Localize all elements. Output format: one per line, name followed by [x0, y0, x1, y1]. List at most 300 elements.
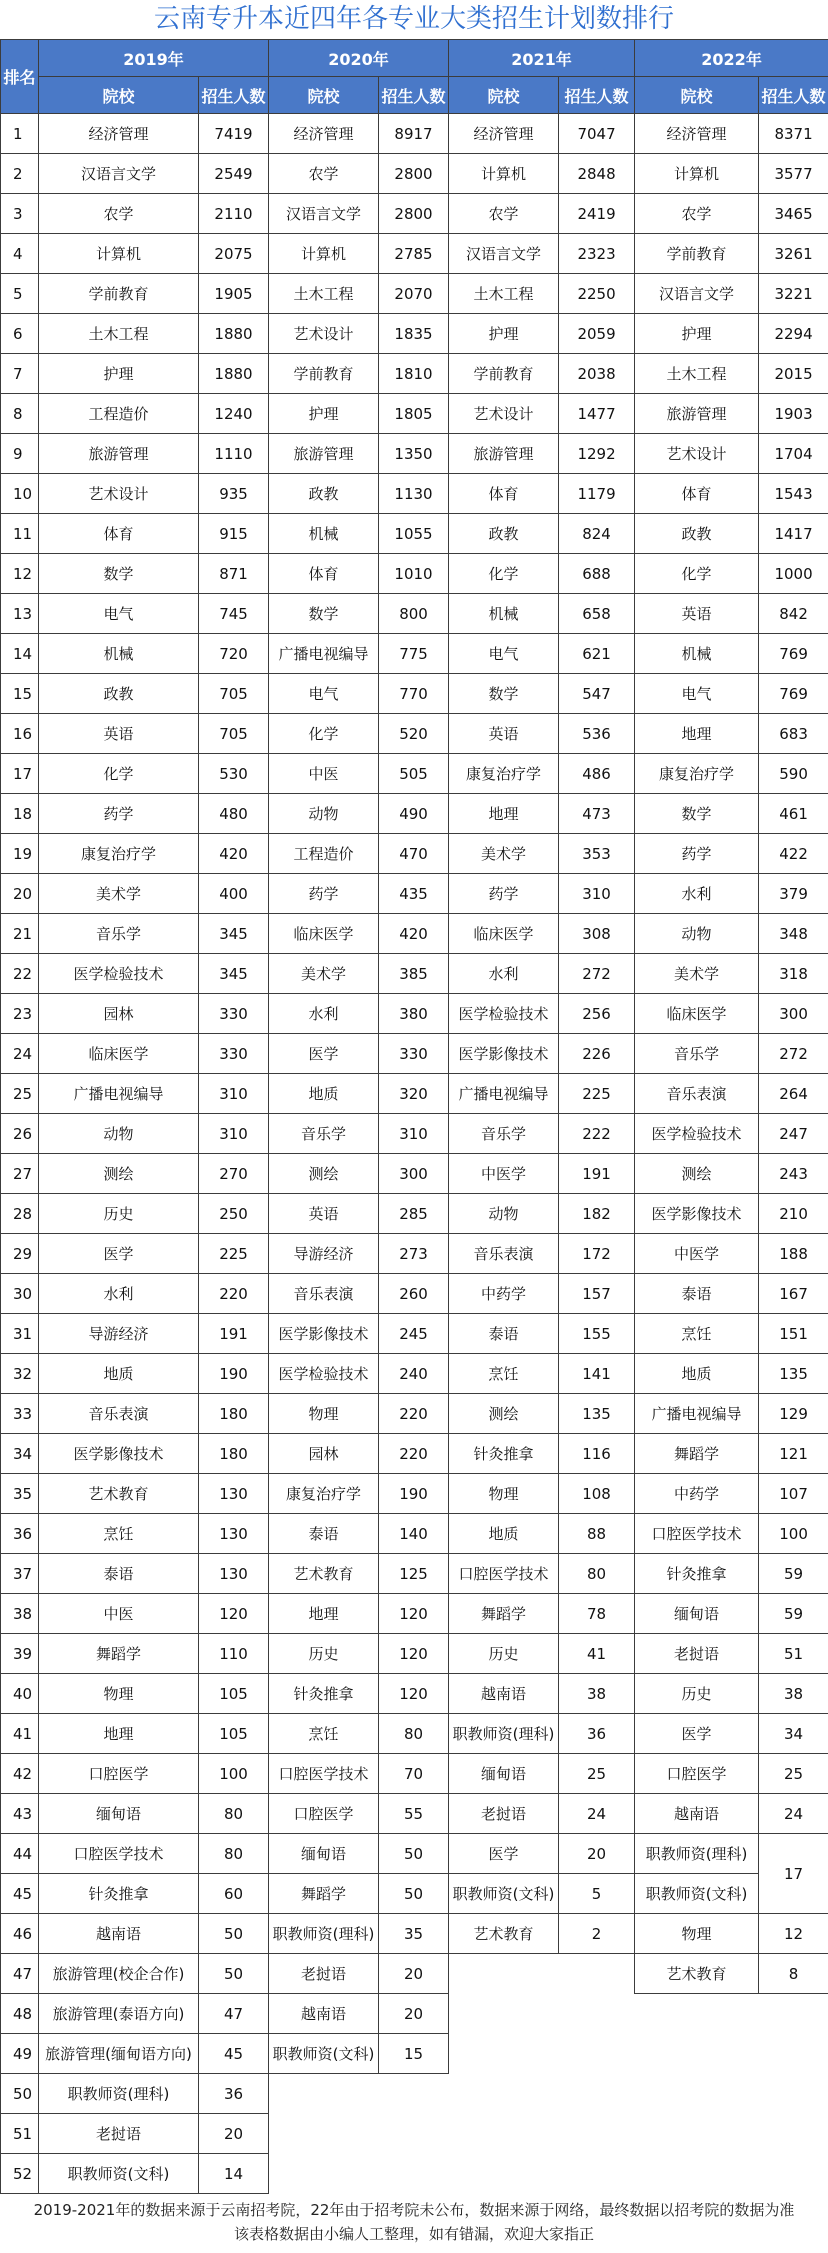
- school-2021: 数学: [449, 674, 559, 714]
- school-2021: 艺术设计: [449, 394, 559, 434]
- count-2019: 105: [199, 1714, 269, 1754]
- school-2022: 口腔医学: [635, 1754, 759, 1794]
- count-2020: 120: [379, 1594, 449, 1634]
- school-2021: [449, 2074, 559, 2114]
- school-2020: 化学: [269, 714, 379, 754]
- count-2022: 300: [759, 994, 828, 1034]
- rank-cell: 35: [1, 1474, 39, 1514]
- rank-cell: 20: [1, 874, 39, 914]
- table-row: [1, 114, 828, 154]
- count-2022: 842: [759, 594, 828, 634]
- rank-cell: 33: [1, 1394, 39, 1434]
- rank-cell: 37: [1, 1554, 39, 1594]
- school-2021: 土木工程: [449, 274, 559, 314]
- school-2021: 口腔医学技术: [449, 1554, 559, 1594]
- school-2022: 医学影像技术: [635, 1194, 759, 1234]
- school-2020: 康复治疗学: [269, 1474, 379, 1514]
- count-2021: [559, 1994, 635, 2034]
- count-2020: 330: [379, 1034, 449, 1074]
- rank-cell: 22: [1, 954, 39, 994]
- count-2021: 536: [559, 714, 635, 754]
- count-2020: 435: [379, 874, 449, 914]
- school-2019: 旅游管理(泰语方向): [39, 1994, 199, 2034]
- count-2019: 871: [199, 554, 269, 594]
- count-2020: 8917: [379, 114, 449, 154]
- count-2022: [759, 2154, 828, 2194]
- count-2020: 770: [379, 674, 449, 714]
- count-2022: [759, 2114, 828, 2154]
- count-2022: 210: [759, 1194, 828, 1234]
- count-2021: [559, 2154, 635, 2194]
- school-2020: 缅甸语: [269, 1834, 379, 1874]
- school-2020: 地质: [269, 1074, 379, 1114]
- school-2019: 针灸推拿: [39, 1874, 199, 1914]
- table-row: [1, 1434, 828, 1474]
- rank-cell: 27: [1, 1154, 39, 1194]
- rank-cell: 23: [1, 994, 39, 1034]
- school-2020: [269, 2074, 379, 2114]
- school-2021: 泰语: [449, 1314, 559, 1354]
- school-2020: 医学影像技术: [269, 1314, 379, 1354]
- school-2021: 职教师资(理科): [449, 1714, 559, 1754]
- count-2019: 100: [199, 1754, 269, 1794]
- school-2022: 职教师资(理科): [635, 1834, 759, 1874]
- school-2020: 电气: [269, 674, 379, 714]
- school-2022: 经济管理: [635, 114, 759, 154]
- table-row: [1, 314, 828, 354]
- school-2020: 越南语: [269, 1994, 379, 2034]
- school-2022: 地理: [635, 714, 759, 754]
- count-2022: 8371: [759, 114, 828, 154]
- rank-cell: 26: [1, 1114, 39, 1154]
- school-2022: 学前教育: [635, 234, 759, 274]
- school-2019: 医学影像技术: [39, 1434, 199, 1474]
- count-header: 招生人数: [559, 77, 635, 114]
- school-2019: 工程造价: [39, 394, 199, 434]
- rank-cell: 16: [1, 714, 39, 754]
- table-row: [1, 754, 828, 794]
- count-2020: 285: [379, 1194, 449, 1234]
- table-row: [1, 1354, 828, 1394]
- count-2020: 80: [379, 1714, 449, 1754]
- table-row: [1, 994, 828, 1034]
- count-2022: 243: [759, 1154, 828, 1194]
- rank-cell: 19: [1, 834, 39, 874]
- count-2021: 2: [559, 1914, 635, 1954]
- count-2022: 3261: [759, 234, 828, 274]
- school-2021: 缅甸语: [449, 1754, 559, 1794]
- count-2020: 50: [379, 1874, 449, 1914]
- school-2022: 职教师资(文科): [635, 1874, 759, 1914]
- table-row: [1, 1874, 828, 1914]
- rank-cell: 36: [1, 1514, 39, 1554]
- school-2019: 数学: [39, 554, 199, 594]
- rank-cell: 48: [1, 1994, 39, 2034]
- count-2019: 180: [199, 1434, 269, 1474]
- school-2021: 临床医学: [449, 914, 559, 954]
- count-2022: [759, 1994, 828, 2034]
- count-2020: 775: [379, 634, 449, 674]
- school-2019: 医学检验技术: [39, 954, 199, 994]
- school-2021: 药学: [449, 874, 559, 914]
- count-2019: 330: [199, 1034, 269, 1074]
- table-row: [1, 1474, 828, 1514]
- school-2021: 测绘: [449, 1394, 559, 1434]
- school-2021: [449, 1994, 559, 2034]
- school-header: 院校: [39, 77, 199, 114]
- school-2019: 地理: [39, 1714, 199, 1754]
- school-2022: 地质: [635, 1354, 759, 1394]
- count-2021: 824: [559, 514, 635, 554]
- count-2022: 59: [759, 1594, 828, 1634]
- count-2021: 1179: [559, 474, 635, 514]
- count-2019: 270: [199, 1154, 269, 1194]
- count-2019: 1905: [199, 274, 269, 314]
- count-2021: 172: [559, 1234, 635, 1274]
- count-2022: 121: [759, 1434, 828, 1474]
- count-2019: 80: [199, 1794, 269, 1834]
- rank-cell: 40: [1, 1674, 39, 1714]
- school-2022: 英语: [635, 594, 759, 634]
- school-2020: [269, 2154, 379, 2194]
- school-2021: 烹饪: [449, 1354, 559, 1394]
- count-2020: 800: [379, 594, 449, 634]
- footnote-line-1: 2019-2021年的数据来源于云南招考院，22年由于招考院未公布，数据来源于网络，最终数据以招考院的数据为准: [33, 2201, 795, 2219]
- school-2019: 美术学: [39, 874, 199, 914]
- school-2022: 音乐表演: [635, 1074, 759, 1114]
- count-2021: 41: [559, 1634, 635, 1674]
- school-2022: 土木工程: [635, 354, 759, 394]
- count-2020: 273: [379, 1234, 449, 1274]
- school-2022: 机械: [635, 634, 759, 674]
- school-2022: 计算机: [635, 154, 759, 194]
- table-row: [1, 1394, 828, 1434]
- count-2019: 50: [199, 1954, 269, 1994]
- table-row: [1, 634, 828, 674]
- school-2019: 口腔医学: [39, 1754, 199, 1794]
- count-2021: 353: [559, 834, 635, 874]
- school-2020: 水利: [269, 994, 379, 1034]
- table-body: [1, 114, 828, 2194]
- school-2022: 泰语: [635, 1274, 759, 1314]
- rank-cell: 10: [1, 474, 39, 514]
- count-2020: 20: [379, 1954, 449, 1994]
- count-2019: 915: [199, 514, 269, 554]
- school-header: 院校: [449, 77, 559, 114]
- school-2020: 音乐表演: [269, 1274, 379, 1314]
- school-2021: [449, 2154, 559, 2194]
- count-2021: 658: [559, 594, 635, 634]
- rank-cell: 4: [1, 234, 39, 274]
- school-2019: 学前教育: [39, 274, 199, 314]
- school-2020: 护理: [269, 394, 379, 434]
- count-2022: 1903: [759, 394, 828, 434]
- count-2020: 470: [379, 834, 449, 874]
- count-2019: 45: [199, 2034, 269, 2074]
- count-2019: 1880: [199, 354, 269, 394]
- count-2021: 7047: [559, 114, 635, 154]
- rank-cell: 29: [1, 1234, 39, 1274]
- count-2022: 422: [759, 834, 828, 874]
- table-row: [1, 1034, 828, 1074]
- count-2021: 78: [559, 1594, 635, 1634]
- school-2021: 化学: [449, 554, 559, 594]
- school-2021: 计算机: [449, 154, 559, 194]
- school-2020: 测绘: [269, 1154, 379, 1194]
- count-2021: 5: [559, 1874, 635, 1914]
- count-2019: 1240: [199, 394, 269, 434]
- count-2020: 490: [379, 794, 449, 834]
- count-2019: 345: [199, 954, 269, 994]
- school-2021: 针灸推拿: [449, 1434, 559, 1474]
- count-2022: 2015: [759, 354, 828, 394]
- count-2019: 220: [199, 1274, 269, 1314]
- rank-cell: 3: [1, 194, 39, 234]
- school-2020: [269, 2114, 379, 2154]
- count-2019: 310: [199, 1074, 269, 1114]
- school-2022: 越南语: [635, 1794, 759, 1834]
- school-2022: 历史: [635, 1674, 759, 1714]
- school-2019: 物理: [39, 1674, 199, 1714]
- count-2022: 3465: [759, 194, 828, 234]
- count-2022: 17: [759, 1834, 828, 1914]
- table-row: [1, 1314, 828, 1354]
- school-2022: 政教: [635, 514, 759, 554]
- school-2022: 老挝语: [635, 1634, 759, 1674]
- rank-cell: 28: [1, 1194, 39, 1234]
- table-row: [1, 1234, 828, 1274]
- count-2020: 420: [379, 914, 449, 954]
- count-2019: 400: [199, 874, 269, 914]
- count-2020: 190: [379, 1474, 449, 1514]
- count-2020: 1835: [379, 314, 449, 354]
- rank-cell: 32: [1, 1354, 39, 1394]
- school-2022: 舞蹈学: [635, 1434, 759, 1474]
- school-2019: 口腔医学技术: [39, 1834, 199, 1874]
- school-2019: 艺术设计: [39, 474, 199, 514]
- school-2020: 音乐学: [269, 1114, 379, 1154]
- count-2022: 461: [759, 794, 828, 834]
- count-2021: [559, 2074, 635, 2114]
- table-row: [1, 1514, 828, 1554]
- count-2022: 51: [759, 1634, 828, 1674]
- school-2021: 美术学: [449, 834, 559, 874]
- rank-cell: 17: [1, 754, 39, 794]
- count-2021: 24: [559, 1794, 635, 1834]
- school-2021: 职教师资(文科): [449, 1874, 559, 1914]
- school-2019: 园林: [39, 994, 199, 1034]
- school-2021: 汉语言文学: [449, 234, 559, 274]
- count-2022: 3577: [759, 154, 828, 194]
- school-2019: 旅游管理(校企合作): [39, 1954, 199, 1994]
- school-2019: 康复治疗学: [39, 834, 199, 874]
- count-2020: 1130: [379, 474, 449, 514]
- count-2021: 108: [559, 1474, 635, 1514]
- count-2022: 38: [759, 1674, 828, 1714]
- count-2019: 110: [199, 1634, 269, 1674]
- rank-cell: 41: [1, 1714, 39, 1754]
- count-2019: 720: [199, 634, 269, 674]
- count-2021: 272: [559, 954, 635, 994]
- school-2021: 医学检验技术: [449, 994, 559, 1034]
- school-2022: 缅甸语: [635, 1594, 759, 1634]
- count-2021: 141: [559, 1354, 635, 1394]
- count-2019: 705: [199, 674, 269, 714]
- count-2022: 12: [759, 1914, 828, 1954]
- count-2019: 50: [199, 1914, 269, 1954]
- count-2019: 60: [199, 1874, 269, 1914]
- count-2021: 157: [559, 1274, 635, 1314]
- count-2019: 530: [199, 754, 269, 794]
- count-2022: 34: [759, 1714, 828, 1754]
- table-row: [1, 794, 828, 834]
- table-row: [1, 1274, 828, 1314]
- count-2022: [759, 2034, 828, 2074]
- school-2019: 电气: [39, 594, 199, 634]
- school-2021: 旅游管理: [449, 434, 559, 474]
- table-row: [1, 954, 828, 994]
- count-2022: [759, 2074, 828, 2114]
- school-2022: [635, 2074, 759, 2114]
- school-2019: 农学: [39, 194, 199, 234]
- count-header: 招生人数: [379, 77, 449, 114]
- table-row: [1, 2074, 828, 2114]
- year-header-2021: 2021年: [449, 40, 635, 77]
- count-2020: 15: [379, 2034, 449, 2074]
- table-row: [1, 914, 828, 954]
- school-2021: 医学影像技术: [449, 1034, 559, 1074]
- rank-header: 排名: [1, 40, 39, 114]
- school-2019: 越南语: [39, 1914, 199, 1954]
- school-2020: 计算机: [269, 234, 379, 274]
- table-row: [1, 834, 828, 874]
- school-2021: 中药学: [449, 1274, 559, 1314]
- rank-cell: 46: [1, 1914, 39, 1954]
- school-2019: 中医: [39, 1594, 199, 1634]
- school-2021: 康复治疗学: [449, 754, 559, 794]
- rank-cell: 8: [1, 394, 39, 434]
- count-2021: [559, 1954, 635, 1994]
- rank-cell: 9: [1, 434, 39, 474]
- school-2021: 经济管理: [449, 114, 559, 154]
- school-2019: 汉语言文学: [39, 154, 199, 194]
- rank-cell: 34: [1, 1434, 39, 1474]
- school-2022: 烹饪: [635, 1314, 759, 1354]
- count-2022: 264: [759, 1074, 828, 1114]
- rank-cell: 49: [1, 2034, 39, 2074]
- count-2022: 59: [759, 1554, 828, 1594]
- count-2020: 1350: [379, 434, 449, 474]
- school-2020: 英语: [269, 1194, 379, 1234]
- count-2021: 621: [559, 634, 635, 674]
- count-2019: 345: [199, 914, 269, 954]
- school-2020: 农学: [269, 154, 379, 194]
- rank-cell: 1: [1, 114, 39, 154]
- count-2020: 1010: [379, 554, 449, 594]
- school-2019: 药学: [39, 794, 199, 834]
- school-2019: 测绘: [39, 1154, 199, 1194]
- school-header: 院校: [269, 77, 379, 114]
- count-2022: 151: [759, 1314, 828, 1354]
- school-2021: [449, 2034, 559, 2074]
- count-header: 招生人数: [759, 77, 828, 114]
- school-2019: 临床医学: [39, 1034, 199, 1074]
- school-2020: 学前教育: [269, 354, 379, 394]
- count-2020: 245: [379, 1314, 449, 1354]
- school-2021: 中医学: [449, 1154, 559, 1194]
- count-2019: 1110: [199, 434, 269, 474]
- school-2021: [449, 1954, 559, 1994]
- school-2020: 医学: [269, 1034, 379, 1074]
- school-2020: 临床医学: [269, 914, 379, 954]
- count-2021: 308: [559, 914, 635, 954]
- count-2020: 1805: [379, 394, 449, 434]
- school-2022: 美术学: [635, 954, 759, 994]
- school-2020: 汉语言文学: [269, 194, 379, 234]
- count-2022: 247: [759, 1114, 828, 1154]
- count-2019: 1880: [199, 314, 269, 354]
- rank-cell: 13: [1, 594, 39, 634]
- school-2020: 土木工程: [269, 274, 379, 314]
- table-row: [1, 554, 828, 594]
- count-2019: 2110: [199, 194, 269, 234]
- rank-cell: 11: [1, 514, 39, 554]
- school-2019: 音乐表演: [39, 1394, 199, 1434]
- school-2022: 动物: [635, 914, 759, 954]
- count-2019: 2549: [199, 154, 269, 194]
- school-2019: 音乐学: [39, 914, 199, 954]
- school-2021: 地质: [449, 1514, 559, 1554]
- table-row: [1, 394, 828, 434]
- school-2019: 导游经济: [39, 1314, 199, 1354]
- count-2022: 25: [759, 1754, 828, 1794]
- table-row: [1, 234, 828, 274]
- school-2021: 艺术教育: [449, 1914, 559, 1954]
- count-2022: 129: [759, 1394, 828, 1434]
- school-2019: 经济管理: [39, 114, 199, 154]
- count-2022: 1543: [759, 474, 828, 514]
- count-2021: 2848: [559, 154, 635, 194]
- school-2022: 艺术设计: [635, 434, 759, 474]
- school-2022: 电气: [635, 674, 759, 714]
- count-2021: 2038: [559, 354, 635, 394]
- rank-cell: 25: [1, 1074, 39, 1114]
- rank-cell: 2: [1, 154, 39, 194]
- count-2019: 120: [199, 1594, 269, 1634]
- count-2021: 38: [559, 1674, 635, 1714]
- rank-cell: 24: [1, 1034, 39, 1074]
- count-2019: 130: [199, 1514, 269, 1554]
- page-title: 云南专升本近四年各专业大类招生计划数排行: [153, 4, 674, 34]
- school-2021: 舞蹈学: [449, 1594, 559, 1634]
- table-row: [1, 594, 828, 634]
- count-2019: 180: [199, 1394, 269, 1434]
- table-row: [1, 1994, 828, 2034]
- table-row: [1, 1834, 828, 1874]
- school-2020: 医学检验技术: [269, 1354, 379, 1394]
- school-2020: 机械: [269, 514, 379, 554]
- count-2022: 769: [759, 674, 828, 714]
- count-2021: 688: [559, 554, 635, 594]
- school-2021: 地理: [449, 794, 559, 834]
- school-2020: 经济管理: [269, 114, 379, 154]
- school-2019: 职教师资(理科): [39, 2074, 199, 2114]
- school-2021: 英语: [449, 714, 559, 754]
- school-2022: 体育: [635, 474, 759, 514]
- school-2022: 化学: [635, 554, 759, 594]
- year-header-2020: 2020年: [269, 40, 449, 77]
- count-2021: 25: [559, 1754, 635, 1794]
